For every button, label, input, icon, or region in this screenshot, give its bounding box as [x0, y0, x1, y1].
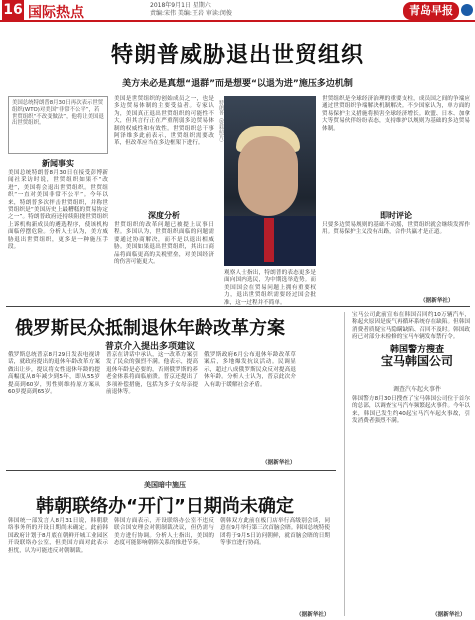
article4-byline: （据新华社） [432, 612, 466, 618]
section-divider [6, 306, 470, 307]
logo-emblem-icon [461, 4, 473, 16]
article2-headline: 俄罗斯民众抵制退休年龄改革方案 [15, 318, 285, 339]
article1-subhead: 美方未必是真想“退群”而是想要“以退为进”施压多边机制 [122, 79, 353, 89]
article1-byline: （据新华社） [420, 298, 454, 304]
article1-col3: 世贸组织是全球经济治理的重要支柱，成员国之间的争端应通过世贸组织争端解决机制解决。不少国家认为，单方面的贸易保护主义措施将损害全球经济增长。欧盟、日本、加拿大等贸易伙伴纷纷表态，支持维护以规则为基础的多边贸易体制。 [322, 96, 470, 132]
article4-headline: 宝马韩国公司 [380, 354, 453, 368]
article2-subhead: 普京介入提出多项建议 [104, 342, 195, 352]
article1-intro-box: 美国总统特朗普8月30日再次表示世贸组织(WTO)对美国“非常不公平”，若世贸组织“不改变做法”，他将让美国退出世贸组织。 [8, 96, 108, 154]
article4-line: 调查汽车起火事件 [392, 386, 441, 393]
article1-col2: 美国是世贸组织的创始成员之一，也是多边贸易体制的主要受益者。专家认为，美国真正退出世贸组织的可能性不大，但其言行正在严重削弱多边贸易体制的权威性和有效性。世贸组织总干事阿泽维多此前表示，世贸组织需要改革，但改革应当在多边框架下进行。 [114, 96, 214, 147]
article1-col6: 只要多边贸易规则的基础不动摇，世贸组织就会继续发挥作用。贸易保护主义没有出路，合作共赢才是正道。 [322, 222, 470, 236]
article1-headline-box [0, 38, 475, 70]
photo-tie [264, 218, 274, 262]
article2-byline: （据新华社） [262, 460, 296, 466]
article1-col5: 观察人士指出，特朗普的表态更多是面向国内选民，为中期选举造势。而美国国会在贸易问题上拥有重要权力，退出世贸组织需要经过国会批准，这一过程并不简单。 [224, 270, 316, 306]
article3-col2: 韩国方面表示，开设联络办公室不违反联合国安理会对朝制裁决议，但仍需与美方进行协调。分析人士指出，美国的态度可能影响朝韩关系的推进节奏。 [114, 518, 214, 547]
article3-col3: 朝韩双方此前在板门店举行高级别会谈，同意在9月举行第三次首脑会晤。韩国总统特使团将于9月5日访问朝鲜，就首脑会晤的日期等事宜进行协商。 [220, 518, 330, 547]
article4-col1: 韩国警方8月30日搜查了宝马韩国公司位于首尔的总部，以调查宝马汽车频繁起火事件。今年以来，韩国已发生约40起宝马汽车起火事故，引发消费者强烈不满。 [352, 396, 470, 425]
trump-photo [224, 96, 316, 266]
article3-col1: 韩国统一部发言人8月31日说，韩朝联络事务所的开设日期尚未确定。此前韩国政府计划于8月底在朝鲜开城工业园区开设联络办公室，但美国方面对此表示担忧，认为可能违反对朝制裁。 [8, 518, 108, 554]
article2-col1: 俄罗斯总统普京8月29日发表电视讲话，就政府提出的退休年龄改革方案做出让步，提议将女性退休年龄的提高幅度从8年减少到5年，即从55岁提高到60岁，男性则维持原方案从60岁提高到65岁。 [8, 352, 100, 396]
article4-kicker: 韩国警方搜查 [389, 345, 444, 355]
photo-credit: 特朗普（资料照片） [218, 100, 224, 145]
article1-col4: 世贸组织的改革问题已被提上议事日程。多国认为，世贸组织面临的问题需要通过协商解决，而不是以退出相威胁。美国如果退出世贸组织，其出口商品将面临更高的关税壁垒，对美国经济的伤害可能更大。 [114, 222, 214, 266]
page-number: 16 [3, 2, 23, 18]
article1-headline: 特朗普威胁退出世贸组织 [110, 43, 364, 68]
article3-byline: （据新华社） [296, 612, 330, 618]
article3-headline: 韩朝联络办“开门”日期尚未确定 [36, 496, 294, 517]
masthead [0, 0, 475, 22]
meta-staff: 责编:宋伟 美编:王岩 审读:闵俊 [150, 10, 232, 17]
subhead-commentary: 即时评论 [380, 211, 412, 220]
subhead-analysis: 深度分析 [148, 211, 180, 220]
article2-col3: 俄罗斯政府6月公布退休年龄改革草案后，多地爆发抗议活动。民调显示，超过八成俄罗斯民众反对提高退休年龄。分析人士认为，普京此次介入有助于缓解社会矛盾。 [204, 352, 296, 388]
article2-col2: 普京在讲话中承认，这一改革方案引发了民众的强烈不满。他表示，提高退休年龄是必要的，否则俄罗斯的养老金体系将面临崩溃。普京还提出了多项补偿措施，包括为多子女母亲提前退休等。 [106, 352, 198, 396]
page-meta [150, 2, 330, 18]
right-column-divider [344, 312, 345, 616]
article3-kicker: 美国暗中施压 [144, 481, 186, 489]
article4-lead: 宝马公司此前宣布在韩国召回约10万辆汽车，称起火原因是废气再循环系统存在缺陷。但韩国消费者质疑宝马隐瞒缺陷、召回不及时。韩国政府已对部分未检修的宝马车辆发布禁行令。 [352, 312, 470, 341]
photo-face [238, 136, 298, 216]
meta-date: 2018年9月1日 星期六 [150, 2, 211, 9]
article2-bottom-divider [6, 470, 336, 471]
section-title: 国际热点 [28, 5, 84, 21]
subhead-news-facts: 新闻事实 [42, 159, 74, 168]
newspaper-logo: 青岛早报 [403, 2, 459, 20]
article1-col1: 美国总统特朗普8月30日在接受彭博新闻社采访时说，世贸组织如果不“改进”，美国将会退出世贸组织。世贸组织“一直对美国非常不公平”。今年以来，特朗普多次抨击世贸组织，并称世贸组织是“美国历史上最糟糕的贸易协定之一”。特朗普政府还持续阻挠世贸组织上诉机构新成员的遴选程序，使该机构面临停摆危险。分析人士认为，美方威胁退出世贸组织，更多是一种施压手段。 [8, 170, 108, 251]
